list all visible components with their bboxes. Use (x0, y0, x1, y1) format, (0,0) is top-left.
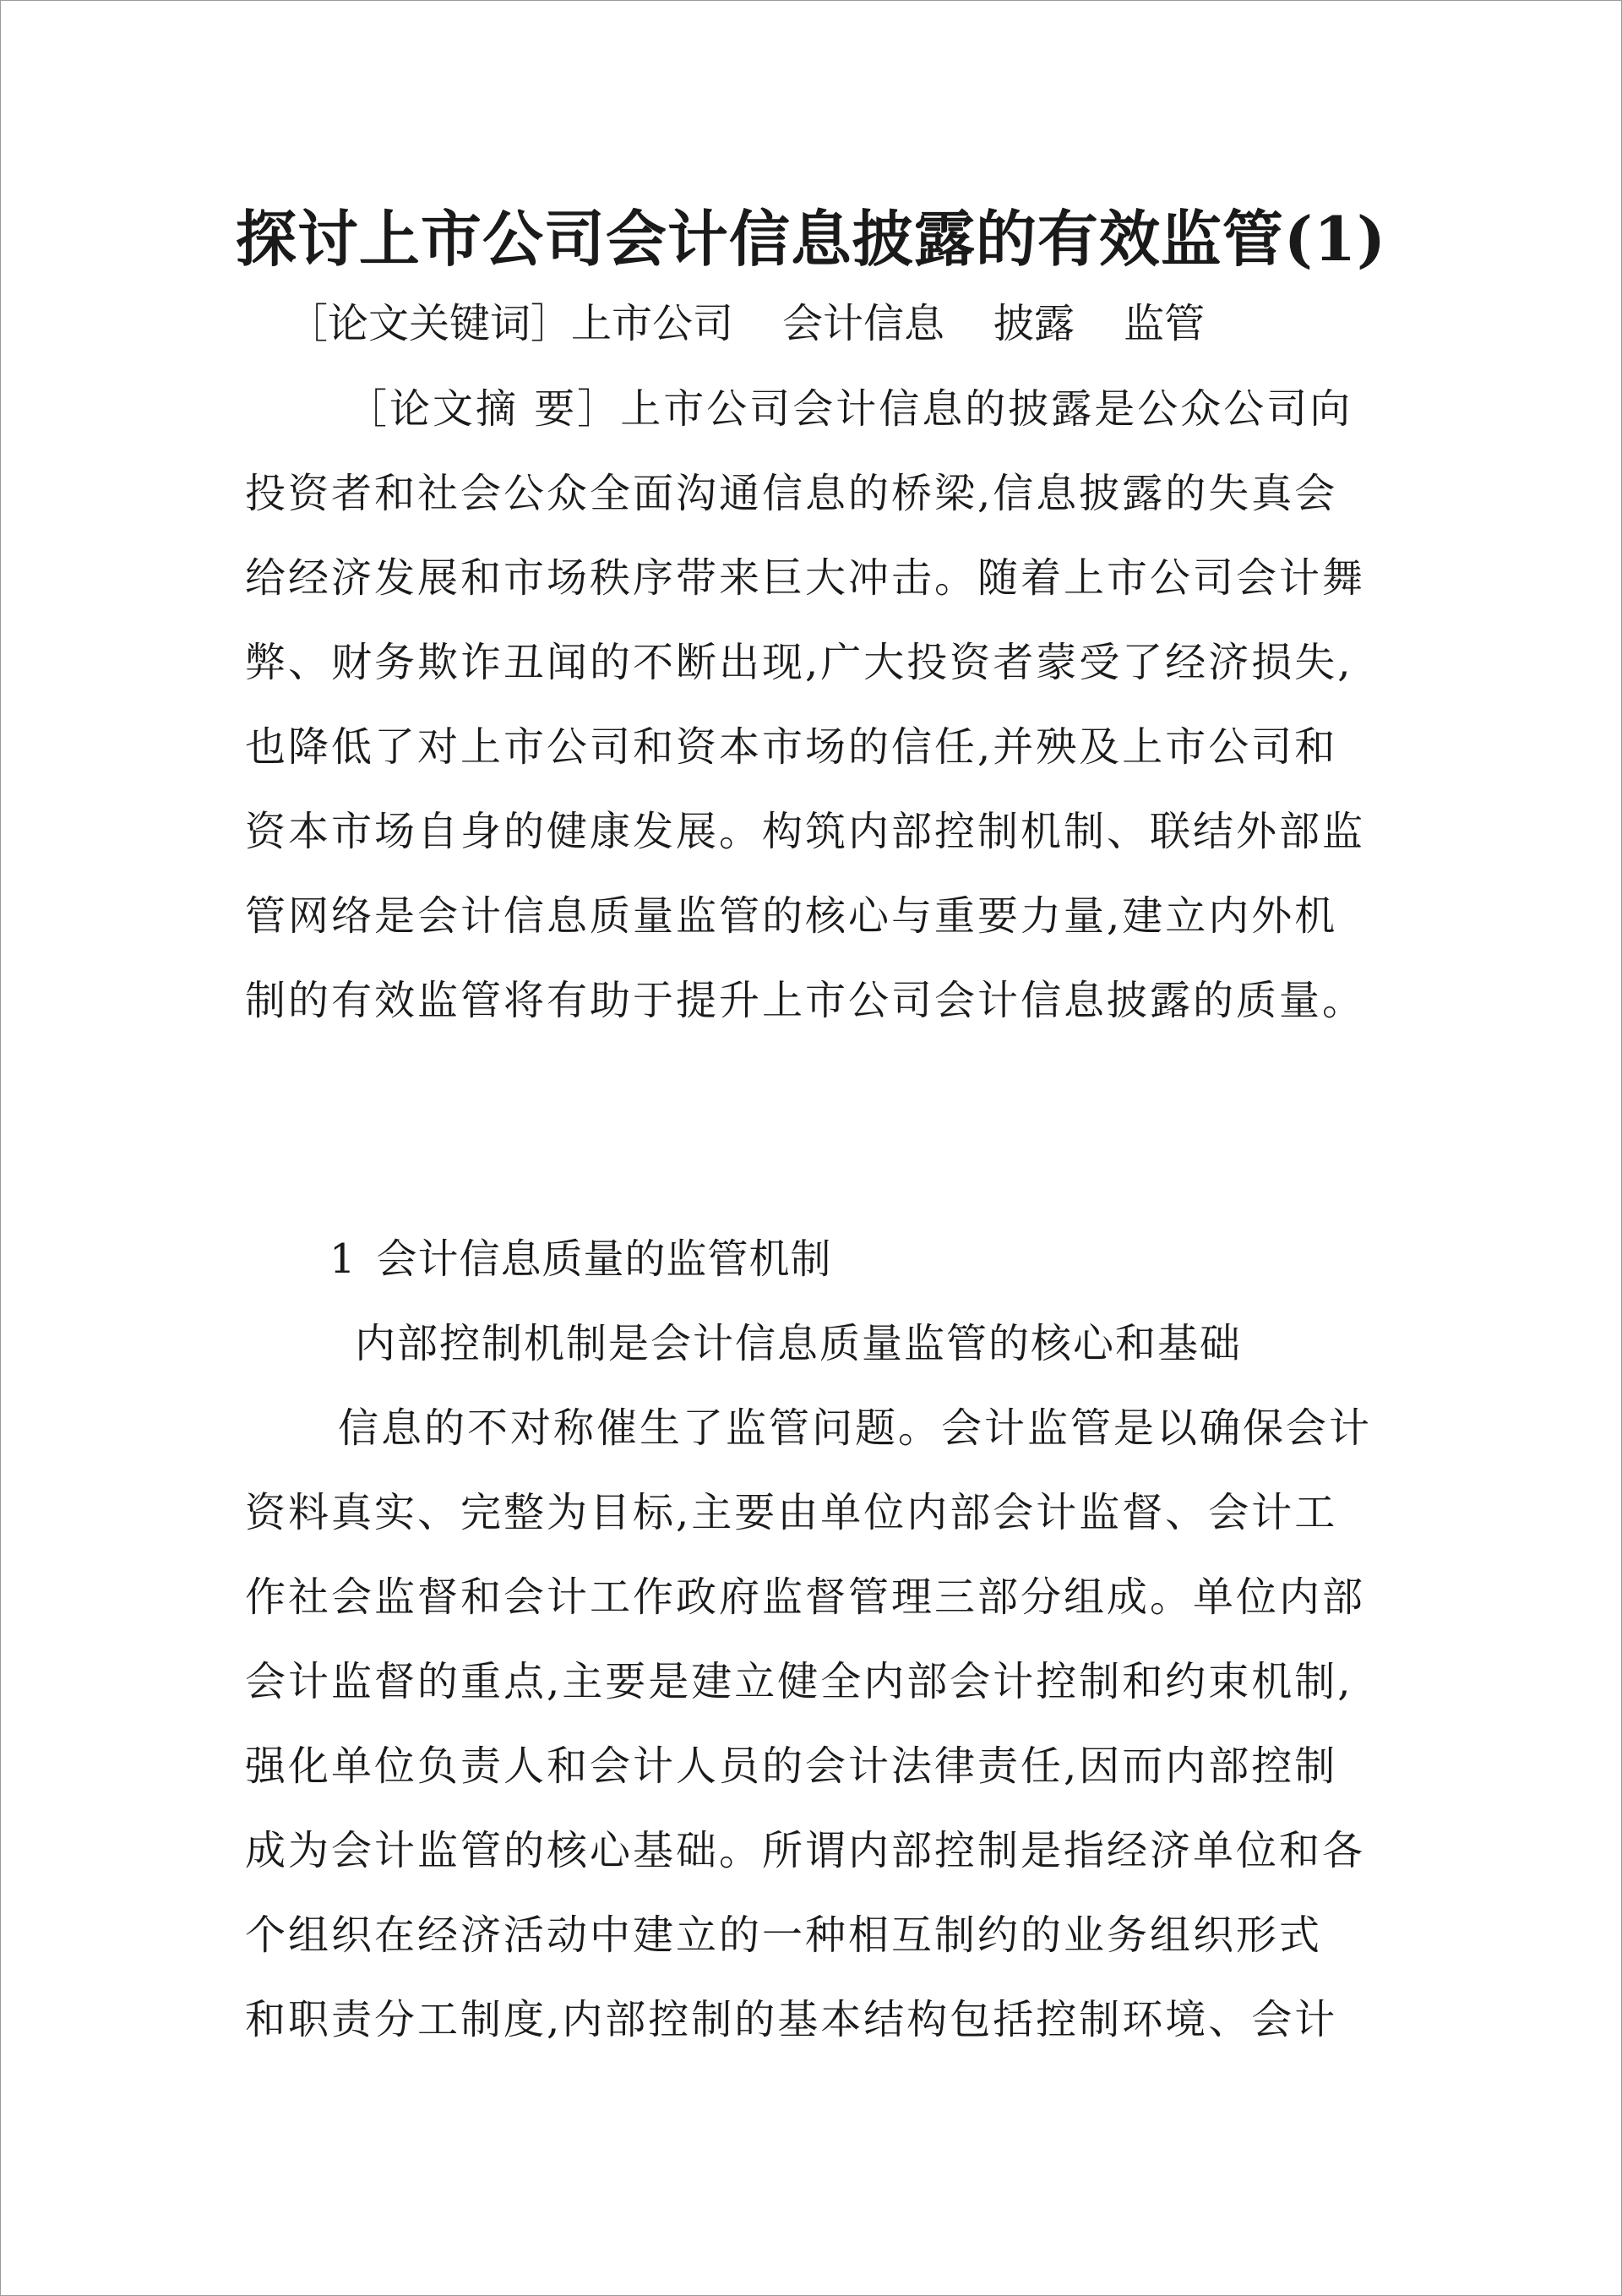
document-title: 探讨上市公司会计信息披露的有效监管(1) (235, 203, 1387, 275)
body-line: 会计监督的重点,主要是建立健全内部会计控制和约束机制, (245, 1658, 1353, 1705)
abstract-line: ［论文摘 要］上市公司会计信息的披露是公众公司向 (346, 385, 1353, 433)
abstract-paragraph (245, 367, 1365, 1043)
keyword: 监管 (1124, 300, 1206, 347)
body-line: 资料真实、完整为目标,主要由单位内部会计监督、会计工 (245, 1489, 1338, 1536)
section-heading (329, 1217, 832, 1301)
keywords-label: ［论文关键词］ (287, 300, 572, 347)
abstract-line: 也降低了对上市公司和资本市场的信任,并殃及上市公司和 (245, 723, 1338, 771)
section-number: 1 (329, 1235, 357, 1283)
abstract-line: 制的有效监管将有助于提升上市公司会计信息披露的质量。 (245, 977, 1366, 1024)
abstract-line: 管网络是会计信息质量监管的核心与重要力量,建立内外机 (245, 892, 1338, 940)
section-title: 会计信息质量的监管机制 (376, 1235, 832, 1283)
body-line: 成为会计监管的核心基础。所谓内部控制是指经济单位和各 (245, 1827, 1366, 1874)
keyword: 会计信息 (782, 300, 945, 347)
abstract-line: 资本市场自身的健康发展。构筑内部控制机制、联结外部监 (245, 808, 1366, 855)
body-line: 和职责分工制度,内部控制的基本结构包括控制环境、会计 (245, 1996, 1338, 2043)
body-line: 信息的不对称催生了监管问题。会计监管是以确保会计 (338, 1404, 1373, 1452)
subsection-heading: 内部控制机制是会计信息质量监管的核心和基础 (355, 1320, 1243, 1367)
abstract-line: 给经济发展和市场秩序带来巨大冲击。随着上市公司会计舞 (245, 554, 1366, 602)
abstract-line: 弊、财务欺诈丑闻的不断出现,广大投资者蒙受了经济损失, (245, 639, 1353, 686)
keywords-line (287, 294, 1254, 353)
body-line: 作社会监督和会计工作政府监督管理三部分组成。单位内部 (245, 1573, 1366, 1621)
abstract-line: 投资者和社会公众全面沟通信息的桥梁,信息披露的失真会 (245, 470, 1338, 517)
keyword: 披露 (993, 300, 1075, 347)
body-paragraph (245, 1386, 1372, 2062)
keyword: 上市公司 (571, 300, 734, 347)
body-line: 个组织在经济活动中建立的一种相互制约的业务组织形式 (245, 1912, 1323, 1959)
body-line: 强化单位负责人和会计人员的会计法律责任,因而内部控制 (245, 1742, 1338, 1790)
